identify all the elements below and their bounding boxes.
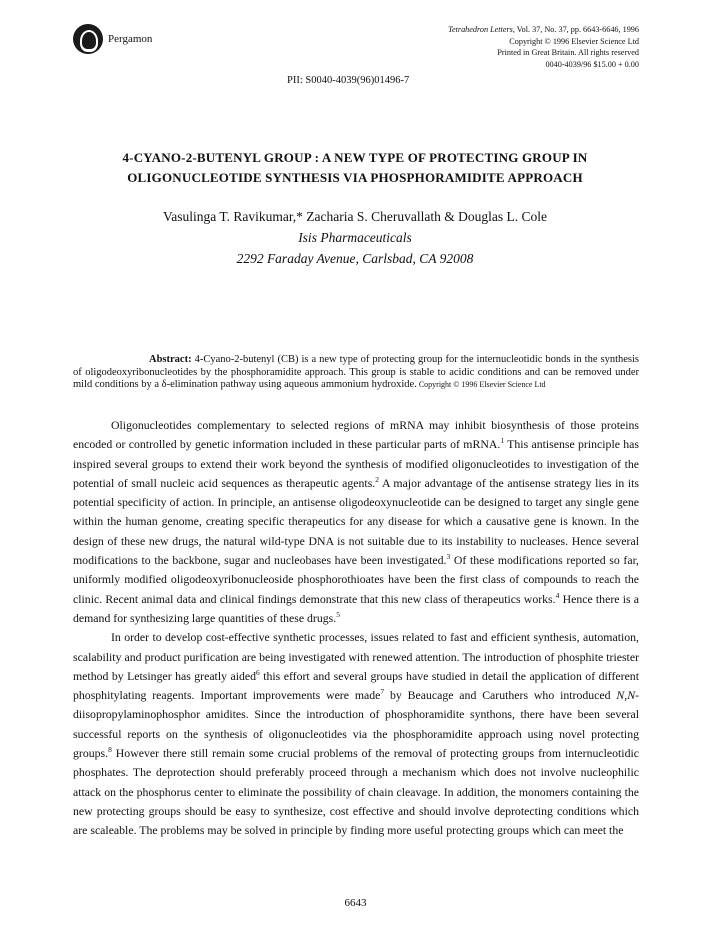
italic-text: N,N: [616, 688, 636, 703]
affiliation: Isis Pharmaceuticals: [298, 230, 412, 245]
paper-title: [60, 148, 650, 188]
text-run: Oligonucleotides complementary to selected regions of mRNA may inhibit biosynthesis of those proteins encoded or controlled by genetic information included in these particular parts of mRNA.: [73, 418, 639, 452]
text-run: Of these modifications reported so far, uniformly modified oligodeoxyribonucleoside phosphorothioates have been the first class of compounds to reach the clinic. Recent animal data and clinical findings demonstrate that this new class of therapeutics works.: [73, 553, 639, 606]
journal-volume: , Vol. 37, No. 37, pp. 6643-6646, 1996: [512, 25, 639, 34]
reference-marker: 7: [380, 687, 385, 697]
printed-line: Printed in Great Britain. All rights reserved: [497, 48, 639, 57]
page-number: 6643: [344, 897, 367, 909]
text-run: this effort and several groups have studied in detail the application of different phosphitylating reagents. Important improvements were made: [73, 668, 639, 703]
journal-info: [448, 24, 639, 70]
address: 2292 Faraday Avenue, Carlsbad, CA 92008: [236, 251, 474, 266]
reference-marker: 6: [256, 667, 260, 677]
paragraph-1: [73, 416, 639, 628]
text-run: by Beaucage and Caruthers who introduced: [384, 688, 617, 703]
copyright-line: Copyright © 1996 Elsevier Science Ltd: [509, 36, 639, 46]
authors: Vasulinga T. Ravikumar,* Zacharia S. Cheruvallath & Douglas L. Cole: [163, 209, 547, 224]
text-run: In order to develop cost-effective synthetic processes, issues related to fast and efficient synthesis, automation, scalability and product purification are being investigated with renewed attention. The introduction of phosphite triester method by Letsinger has greatly aided: [73, 630, 639, 683]
text-run: -diisopropylaminophosphor amidites. Since the introduction of phosphoramidite synthons, there have been several successful reports on the synthesis of oligonucleotides via the phosphoramidite approach using novel protecting groups.: [73, 688, 639, 761]
text-run: A major advantage of the antisense strategy lies in its potential specificity of action. In principle, an antisense oligodeoxynucleotide can be designed to target any single gene within the human genome, creating specific therapeutics for any disease for which a causative gene is known. In the design of these new drugs, the natural wild-type DNA is not suitable due to its instability to nucleases. Hence several modifications to the backbone, sugar and nucleobases have been investigated.: [73, 475, 639, 568]
reference-marker: 8: [108, 745, 112, 755]
text-run: Hence there is a demand for synthesizing large quantities of these drugs.: [73, 591, 640, 625]
paragraph-2: [73, 628, 639, 840]
text-run: This antisense principle has inspired several groups to extend their work beyond the synthesis of modified oligonucleotides to investigation of the potential of small nucleic acid sequences as therapeutic agents.: [73, 437, 639, 490]
title-line-2: OLIGONUCLEOTIDE SYNTHESIS VIA PHOSPHORAMIDITE APPROACH: [127, 170, 583, 185]
pergamon-logo-icon: [73, 24, 103, 54]
reference-marker: 4: [555, 590, 560, 600]
reference-marker: 1: [500, 436, 505, 446]
body-text: [73, 416, 639, 841]
journal-citation: [448, 24, 639, 36]
reference-marker: 3: [446, 552, 451, 562]
abstract-text: 4-Cyano-2-butenyl (CB) is a new type of protecting group for the internucleotidic bonds in the synthesis of oligodeoxyribonucleotides by the phosphoramidite approach. This group is stable to acidic conditions and can be removed under mild conditions by a δ-elimination pathway using aqueous ammonium hydroxide.: [73, 354, 639, 390]
journal-name: Tetrahedron Letters: [448, 25, 513, 34]
abstract: [73, 354, 639, 392]
reference-marker: 5: [336, 609, 340, 619]
reference-marker: 2: [375, 474, 379, 484]
pii-identifier: PII: S0040-4039(96)01496-7: [287, 75, 410, 86]
abstract-label: Abstract:: [149, 354, 192, 365]
text-run: However there still remain some crucial problems of the removal of protecting groups from internucleotidic phosphates. The deprotection should preferably proceed through a mechanism which does not involve nucleophilic attack on the phosphorus center to eliminate the possibility of chain cleavage. In addition, the monomers containing the new protecting groups should be easy to synthesize, cost effective and should involve deprotecting conditions which are scaleable. The problems may be solved in principle by finding more useful protecting groups which can meet the: [73, 746, 639, 838]
price-line: 0040-4039/96 $15.00 + 0.00: [545, 59, 639, 69]
title-line-1: 4-CYANO-2-BUTENYL GROUP : A NEW TYPE OF PROTECTING GROUP IN: [122, 150, 588, 165]
publisher-name: Pergamon: [108, 33, 153, 45]
abstract-copyright: Copyright © 1996 Elsevier Science Ltd: [416, 380, 546, 389]
